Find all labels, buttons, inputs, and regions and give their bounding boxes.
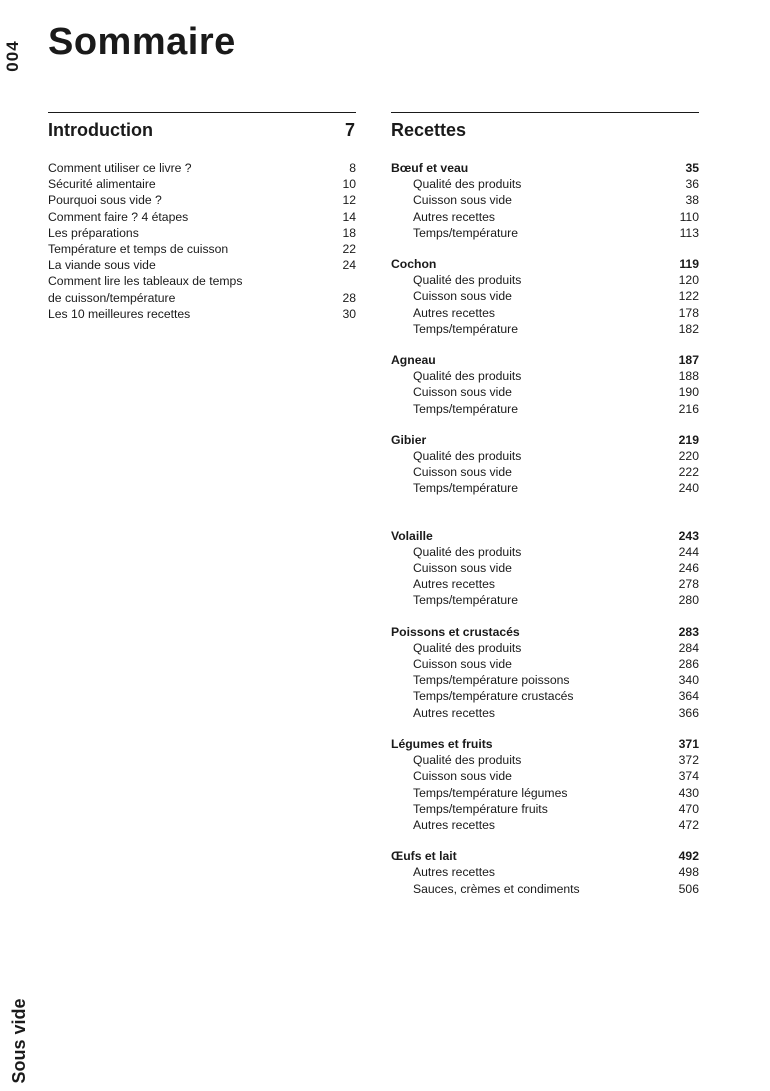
subentry-label: Sauces, crèmes et condiments xyxy=(413,881,580,896)
section-page: 35 xyxy=(685,161,699,175)
subentry-page: 284 xyxy=(678,640,699,655)
entry-label: Comment utiliser ce livre ? xyxy=(48,161,192,175)
toc-entry[interactable] xyxy=(48,209,356,225)
section-heading[interactable] xyxy=(391,848,699,864)
toc-subentry[interactable] xyxy=(391,368,699,384)
section-gibier xyxy=(391,432,699,497)
subentry-label: Temps/température xyxy=(413,481,518,496)
recettes-heading: Recettes xyxy=(391,120,467,140)
section-legumes-et-fruits xyxy=(391,736,699,833)
subentry-page: 36 xyxy=(685,177,699,192)
recettes-header xyxy=(391,119,699,149)
section-page: 219 xyxy=(678,432,699,447)
toc-subentry[interactable] xyxy=(391,817,699,833)
entry-label: de cuisson/température xyxy=(48,290,176,305)
subentry-page: 113 xyxy=(679,225,699,240)
entry-page: 18 xyxy=(342,225,356,240)
toc-entry[interactable] xyxy=(48,176,356,192)
subentry-label: Temps/température poissons xyxy=(413,673,570,688)
subentry-page: 122 xyxy=(678,289,699,304)
subentry-label: Temps/température légumes xyxy=(413,785,568,800)
toc-subentry[interactable] xyxy=(391,705,699,721)
toc-subentry[interactable] xyxy=(391,576,699,592)
subentry-label: Temps/température xyxy=(413,593,518,608)
toc-subentry[interactable] xyxy=(391,768,699,784)
subentry-page: 340 xyxy=(678,673,699,688)
subentry-page: 246 xyxy=(678,561,699,576)
section-cochon xyxy=(391,256,699,337)
toc-entry[interactable] xyxy=(48,273,356,289)
subentry-label: Cuisson sous vide xyxy=(413,769,512,784)
section-title: Œufs et lait xyxy=(391,849,457,864)
entry-label: Comment faire ? 4 étapes xyxy=(48,209,189,224)
toc-subentry[interactable] xyxy=(391,785,699,801)
subentry-label: Autres recettes xyxy=(413,305,495,320)
subentry-page: 374 xyxy=(678,769,699,784)
toc-subentry[interactable] xyxy=(391,384,699,400)
subentry-page: 278 xyxy=(678,577,699,592)
toc-subentry[interactable] xyxy=(391,656,699,672)
subentry-page: 120 xyxy=(678,273,699,288)
section-volaille xyxy=(391,528,699,609)
subentry-label: Cuisson sous vide xyxy=(413,289,512,304)
subentry-page: 366 xyxy=(678,705,699,720)
toc-entry[interactable] xyxy=(48,241,356,257)
toc-subentry[interactable] xyxy=(391,401,699,417)
section-page: 371 xyxy=(678,736,699,751)
entry-page: 28 xyxy=(342,290,356,305)
section-title: Agneau xyxy=(391,353,436,368)
toc-subentry[interactable] xyxy=(391,881,699,897)
section-page: 187 xyxy=(678,353,699,368)
toc-subentry[interactable] xyxy=(391,480,699,496)
book-title: Sous vide xyxy=(9,998,29,1084)
subentry-page: 182 xyxy=(678,321,699,336)
toc-subentry[interactable] xyxy=(391,209,699,225)
subentry-label: Temps/température xyxy=(413,321,518,336)
section-title: Gibier xyxy=(391,432,427,447)
subentry-label: Cuisson sous vide xyxy=(413,657,512,672)
toc-subentry[interactable] xyxy=(391,192,699,208)
subentry-label: Cuisson sous vide xyxy=(413,561,512,576)
entry-page: 8 xyxy=(349,161,356,175)
subentry-page: 216 xyxy=(678,401,699,416)
section-page: 119 xyxy=(679,257,699,272)
section-heading[interactable] xyxy=(391,736,699,752)
subentry-label: Cuisson sous vide xyxy=(413,465,512,480)
section-heading[interactable] xyxy=(391,432,699,448)
introduction-list xyxy=(48,160,356,322)
entry-label: La viande sous vide xyxy=(48,258,156,273)
subentry-page: 498 xyxy=(678,865,699,880)
toc-subentry[interactable] xyxy=(391,176,699,192)
subentry-page: 188 xyxy=(678,369,699,384)
subentry-page: 280 xyxy=(678,593,699,608)
entry-page: 14 xyxy=(342,209,356,224)
section-agneau xyxy=(391,352,699,417)
section-heading[interactable] xyxy=(391,256,699,272)
subentry-label: Qualité des produits xyxy=(413,177,522,192)
subentry-page: 470 xyxy=(678,801,699,816)
recettes-column xyxy=(391,112,699,912)
section-page: 243 xyxy=(678,528,699,543)
section-heading[interactable] xyxy=(391,528,699,544)
toc-subentry[interactable] xyxy=(391,864,699,880)
subentry-label: Autres recettes xyxy=(413,817,495,832)
toc-subentry[interactable] xyxy=(391,464,699,480)
subentry-label: Autres recettes xyxy=(413,865,495,880)
toc-subentry[interactable] xyxy=(391,640,699,656)
entry-page: 22 xyxy=(342,242,356,257)
toc-subentry[interactable] xyxy=(391,592,699,608)
toc-subentry[interactable] xyxy=(391,752,699,768)
subentry-label: Qualité des produits xyxy=(413,369,522,384)
toc-entry[interactable] xyxy=(48,290,356,306)
section-title: Cochon xyxy=(391,257,437,272)
entry-page: 12 xyxy=(342,193,356,208)
section-oeufs-et-lait xyxy=(391,848,699,897)
section-title: Poissons et crustacés xyxy=(391,624,520,639)
section-poissons-et-crustaces xyxy=(391,624,699,721)
introduction-column xyxy=(48,112,356,322)
section-heading[interactable] xyxy=(391,624,699,640)
introduction-page: 7 xyxy=(344,120,355,140)
subentry-page: 38 xyxy=(685,193,699,208)
subentry-page: 506 xyxy=(678,881,699,896)
subentry-label: Temps/température xyxy=(413,225,518,240)
toc-entry[interactable] xyxy=(48,225,356,241)
subentry-label: Qualité des produits xyxy=(413,273,522,288)
subentry-page: 222 xyxy=(678,465,699,480)
subentry-page: 110 xyxy=(679,209,699,224)
section-heading[interactable] xyxy=(391,160,699,176)
subentry-label: Temps/température xyxy=(413,401,518,416)
toc-subentry[interactable] xyxy=(391,272,699,288)
introduction-header xyxy=(48,119,356,149)
subentry-label: Autres recettes xyxy=(413,209,495,224)
entry-page: 24 xyxy=(342,258,356,273)
subentry-page: 430 xyxy=(678,785,699,800)
section-title: Légumes et fruits xyxy=(391,736,493,751)
section-page: 283 xyxy=(678,624,699,639)
subentry-label: Temps/température crustacés xyxy=(413,689,574,704)
entry-page: 10 xyxy=(342,177,356,192)
page-title: Sommaire xyxy=(48,21,236,63)
subentry-label: Qualité des produits xyxy=(413,753,522,768)
entry-label: Les préparations xyxy=(48,225,139,240)
subentry-label: Qualité des produits xyxy=(413,544,522,559)
toc-entry[interactable] xyxy=(48,306,356,322)
subentry-page: 472 xyxy=(678,817,699,832)
toc-subentry[interactable] xyxy=(391,225,699,241)
toc-entry[interactable] xyxy=(48,160,356,176)
subentry-label: Temps/température fruits xyxy=(413,801,548,816)
subentry-label: Qualité des produits xyxy=(413,449,522,464)
entry-label: Pourquoi sous vide ? xyxy=(48,193,162,208)
subentry-page: 286 xyxy=(678,657,699,672)
toc-subentry[interactable] xyxy=(391,305,699,321)
page-number: 004 xyxy=(3,40,22,72)
entry-label: Les 10 meilleures recettes xyxy=(48,306,191,321)
section-heading[interactable] xyxy=(391,352,699,368)
introduction-heading: Introduction xyxy=(48,120,153,140)
section-boeuf-et-veau xyxy=(391,160,699,241)
toc-subentry[interactable] xyxy=(391,544,699,560)
subentry-label: Autres recettes xyxy=(413,705,495,720)
toc-subentry[interactable] xyxy=(391,560,699,576)
toc-entry[interactable] xyxy=(48,192,356,208)
section-title: Bœuf et veau xyxy=(391,161,469,175)
subentry-label: Cuisson sous vide xyxy=(413,193,512,208)
subentry-page: 190 xyxy=(678,385,699,400)
subentry-page: 372 xyxy=(678,753,699,768)
toc-entry[interactable] xyxy=(48,257,356,273)
entry-label: Température et temps de cuisson xyxy=(48,242,229,257)
toc-subentry[interactable] xyxy=(391,448,699,464)
entry-page: 30 xyxy=(342,306,356,321)
subentry-page: 178 xyxy=(678,305,699,320)
subentry-page: 240 xyxy=(678,481,699,496)
toc-subentry[interactable] xyxy=(391,672,699,688)
toc-subentry[interactable] xyxy=(391,688,699,704)
entry-label: Comment lire les tableaux de temps xyxy=(48,274,243,289)
entry-label: Sécurité alimentaire xyxy=(48,177,156,192)
toc-subentry[interactable] xyxy=(391,321,699,337)
section-title: Volaille xyxy=(391,528,433,543)
recettes-list xyxy=(391,160,699,897)
section-page: 492 xyxy=(678,849,699,864)
toc-subentry[interactable] xyxy=(391,801,699,817)
subentry-label: Qualité des produits xyxy=(413,640,522,655)
subentry-label: Cuisson sous vide xyxy=(413,385,512,400)
subentry-page: 220 xyxy=(678,449,699,464)
subentry-page: 364 xyxy=(678,689,699,704)
toc-subentry[interactable] xyxy=(391,288,699,304)
subentry-label: Autres recettes xyxy=(413,577,495,592)
subentry-page: 244 xyxy=(678,544,699,559)
